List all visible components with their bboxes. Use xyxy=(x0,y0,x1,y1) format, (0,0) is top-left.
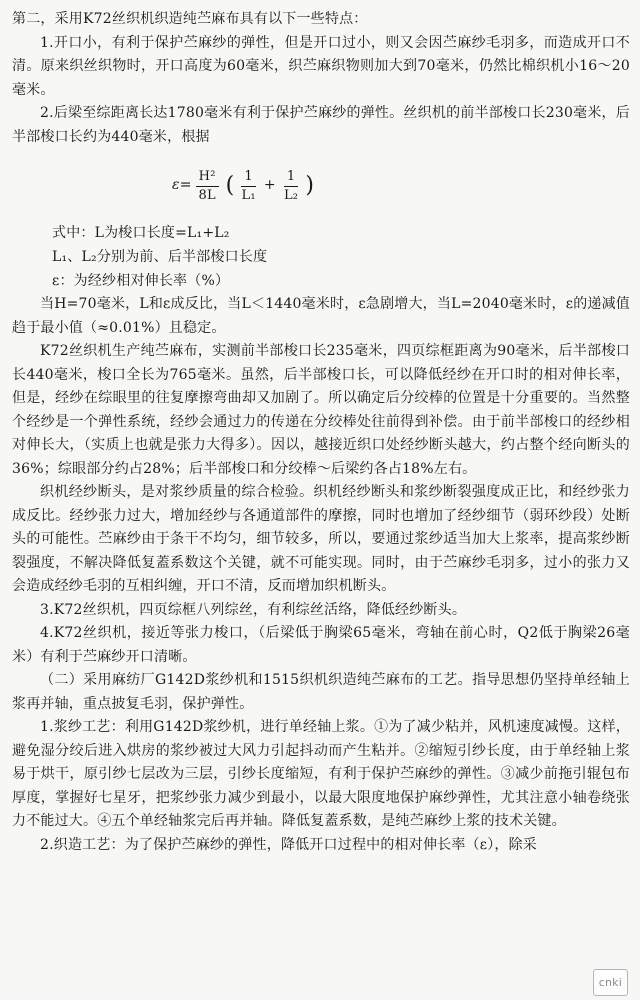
formula-t2-num: 1 xyxy=(284,168,298,187)
formula-plus: + xyxy=(263,177,276,194)
formula-fraction-1 xyxy=(241,168,255,205)
paragraph-intro: 第二，采用K72丝织机织造纯苎麻布具有以下一些特点： xyxy=(12,11,368,27)
paragraph-k72-measurement: K72丝织机生产纯苎麻布，实测前半部梭口长235毫米，四页综框距离为90毫米，后半部梭口长440毫米，梭口全长为765毫米。虽然，后半部梭口长，可以降低经纱在开口时的相对伸长率，但是，经纱在综眼里的往复摩擦弯曲却又加剧了。所以确定后分绞棒的位置是十分重要的。当然整个经纱是一个弹性系统，经纱会通过力的传递在分绞棒处往前得到补偿。由于前半部梭口的经纱相对伸长大，（实质上也就是张力大得多）。因以，越接近织口处经纱断头越大，约占整个经向断头的36%；综眼部分约占28%；后半部梭口和分绞棒～后梁约各占18%左右。 xyxy=(12,343,630,477)
text-block-top xyxy=(12,8,630,149)
strain-formula xyxy=(172,157,630,215)
formula-t1-num: 1 xyxy=(241,168,255,187)
paragraph-point-2: 2.后梁至综距离长达1780毫米有利于保护苎麻纱的弹性。丝织机的前半部梭口长230毫米，后半部梭口长约为440毫米，根据 xyxy=(12,105,630,145)
formula-t2-den: L₂ xyxy=(283,187,299,203)
formula-paren-close: ) xyxy=(305,173,315,199)
formula-paren-open: ( xyxy=(225,173,235,199)
formula-t1-den: L₁ xyxy=(241,187,256,203)
paragraph-weaving-process: 2.织造工艺：为了保护苎麻纱的弹性，降低开口过程中的相对伸长率（ε），除采 xyxy=(40,836,538,853)
formula-denominator: 8L xyxy=(198,187,216,203)
formula-definitions xyxy=(52,221,630,293)
paragraph-epsilon-trend: 当H=70毫米，L和ε成反比，当L＜1440毫米时，ε急剧增大，当L=2040毫米时，ε的递减值趋于最小值（≈0.01%）且稳定。 xyxy=(12,296,630,336)
formula-numerator: H² xyxy=(196,168,219,187)
paragraph-sizing-process: 1.浆纱工艺：利用G142D浆纱机，进行单经轴上浆。①为了减少粘并，风机速度减慢。这样，避免湿分绞后进入烘房的浆纱被过大风力引起抖动而产生粘并。②缩短引纱长度，由于单经轴上浆易于烘干，原引纱七层改为三层，引纱长度缩短，有利于保护苎麻纱的弹性。③减少前拖引辊包布厚度，掌握好七星牙，把浆纱张力减少到最小，以最大限度地保护麻纱弹性，尤其注意小轴卷绕张力不能过大。④五个单经轴浆完后再并轴。降低复蓋系数，是纯苎麻纱上浆的技术关键。 xyxy=(12,719,630,829)
paragraph-point-3: 3.K72丝织机，四页综框八列综丝，有利综丝活络，降低经纱断头。 xyxy=(40,601,467,618)
watermark-logo: cnki xyxy=(593,969,628,997)
formula-fraction-main xyxy=(196,168,219,205)
formula-fraction-2 xyxy=(284,168,298,205)
definition-epsilon: ε：为经纱相对伸长率（%） xyxy=(52,273,230,289)
paragraph-point-1: 1.开口小，有利于保护苎麻纱的弹性，但是开口过小，则又会因苎麻纱毛羽多，而造成开口不清。原来织丝织物时，开口高度为60毫米，织苎麻织物则加大到70毫米，仍然比棉织机小16～20毫米。 xyxy=(12,34,630,98)
formula-lhs: ε= xyxy=(172,177,192,194)
text-block-bottom xyxy=(12,293,630,857)
definition-l: 式中：L为梭口长度=L₁+L₂ xyxy=(52,225,230,241)
paragraph-section-2: （二）采用麻纺厂G142D浆纱机和1515织机织造纯苎麻布的工艺。指导思想仍坚持单经轴上浆再并轴，重点披复毛羽，保护弹性。 xyxy=(12,672,630,712)
paragraph-point-4: 4.K72丝织机，接近等张力梭口，（后梁低于胸梁65毫米，弯轴在前心时，Q2低于胸梁26毫米）有利于苎麻纱开口清晰。 xyxy=(12,625,630,665)
paragraph-warp-breakage: 织机经纱断头，是对浆纱质量的综合检验。织机经纱断头和浆纱断裂强度成正比，和经纱张力成反比。经纱张力过大，增加经纱与各通道部件的摩擦，同时也增加了经纱细节（弱环纱段）处断头的可能性。苎麻纱由于条干不均匀，细节较多，所以，要通过浆纱适当加大上浆率，提高浆纱断裂强度，不解决降低复蓋系数这个关键，就不可能实现。同时，由于苎麻纱毛羽多，过小的张力又会造成经纱毛羽的互相纠缠，开口不清，反而增加织机断头。 xyxy=(12,484,630,594)
definition-l1-l2: L₁、L₂分别为前、后半部梭口长度 xyxy=(52,249,268,265)
